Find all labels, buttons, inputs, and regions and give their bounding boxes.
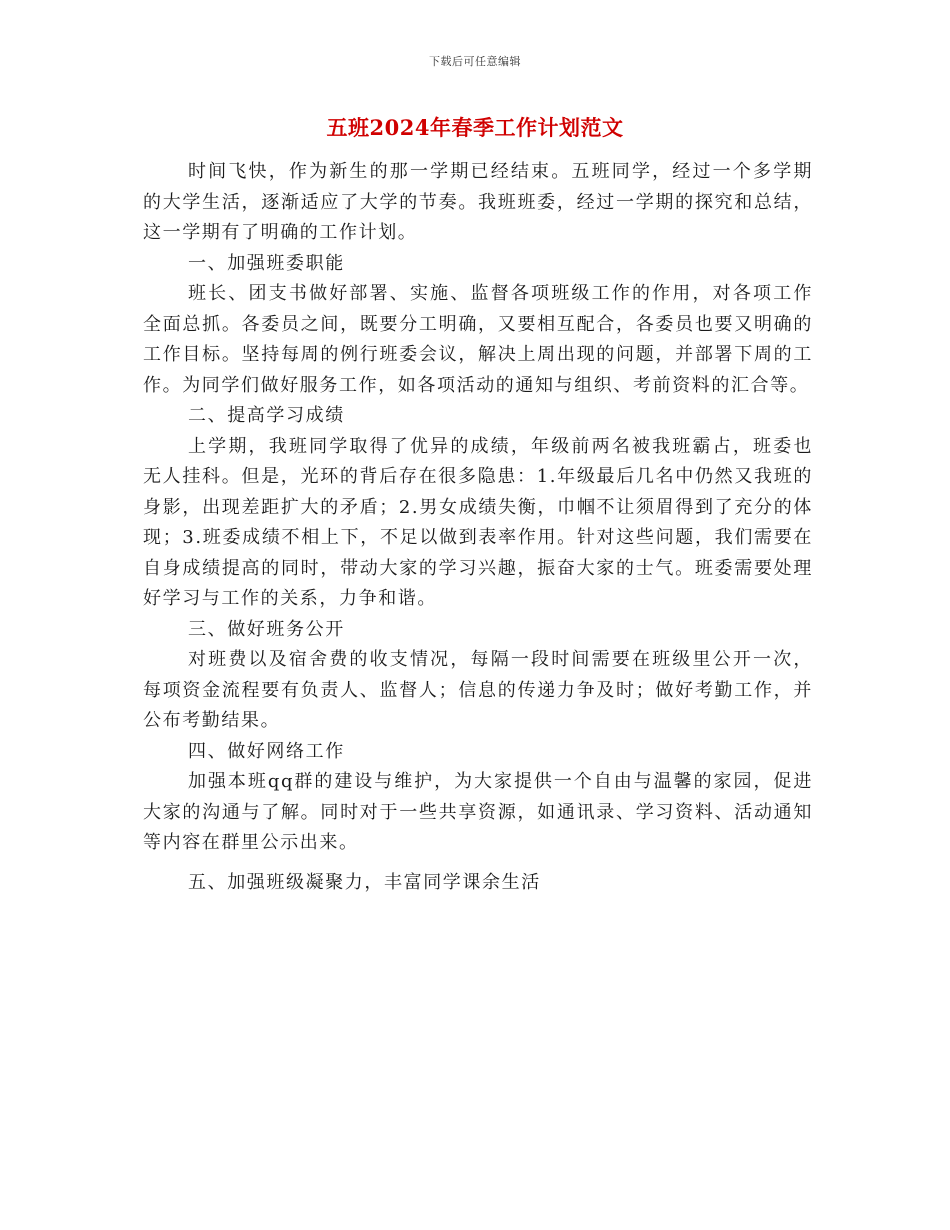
section-heading-5: 五、加强班级凝聚力，丰富同学课余生活 bbox=[188, 871, 541, 893]
page-header-note: 下载后可任意编辑 bbox=[429, 55, 521, 68]
intro-paragraph: 时间飞快，作为新生的那一学期已经结束。五班同学，经过一个多学期的大学生活，逐渐适应了大学的节奏。我班班委，经过一学期的探究和总结，这一学期有了明确的工作计划。 bbox=[143, 161, 813, 243]
section-body-1: 班长、团支书做好部署、实施、监督各项班级工作的作用，对各项工作全面总抓。各委员之间，既要分工明确，又要相互配合，各委员也要又明确的工作目标。坚持每周的例行班委会议，解决上周出现的问题，并部署下周的工作。为同学们做好服务工作，如各项活动的通知与组织、考前资料的汇合等。 bbox=[143, 283, 813, 396]
section-heading-3: 三、做好班务公开 bbox=[188, 618, 345, 640]
section-heading-1: 一、加强班委职能 bbox=[188, 252, 345, 274]
section-heading-4: 四、做好网络工作 bbox=[188, 740, 345, 762]
document-body bbox=[143, 157, 813, 898]
section-body-2: 上学期，我班同学取得了优异的成绩，年级前两名被我班霸占，班委也无人挂科。但是，光环的背后存在很多隐患：1.年级最后几名中仍然又我班的身影，出现差距扩大的矛盾；2.男女成绩失衡，巾帼不让须眉得到了充分的体现；3.班委成绩不相上下，不足以做到表率作用。针对这些问题，我们需要在自身成绩提高的同时，带动大家的学习兴趣，振奋大家的士气。班委需要处理好学习与工作的关系，力争和谐。 bbox=[143, 435, 813, 609]
section-body-4: 加强本班qq群的建设与维护，为大家提供一个自由与温馨的家园，促进大家的沟通与了解。同时对于一些共享资源，如通讯录、学习资料、活动通知等内容在群里公示出来。 bbox=[143, 771, 813, 853]
section-heading-2: 二、提高学习成绩 bbox=[188, 405, 345, 426]
document-title: 五班2024年春季工作计划范文 bbox=[326, 115, 624, 140]
section-body-3: 对班费以及宿舍费的收支情况，每隔一段时间需要在班级里公开一次，每项资金流程要有负责人、监督人；信息的传递力争及时；做好考勤工作，并公布考勤结果。 bbox=[143, 649, 813, 731]
